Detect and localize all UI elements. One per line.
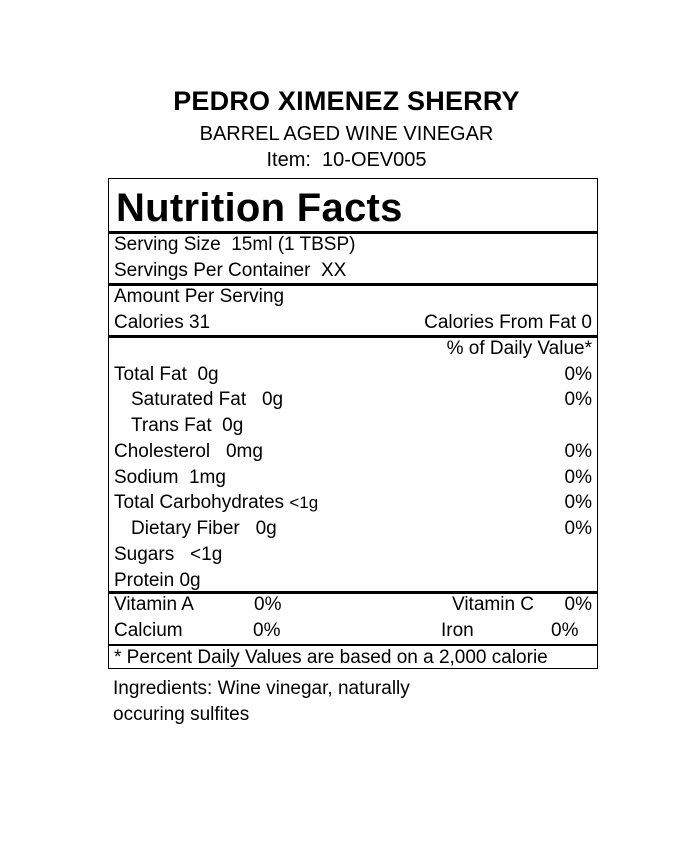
nutrient-dv: 0% xyxy=(564,364,592,385)
nutrient-amount: <1g xyxy=(289,493,319,512)
servings-per-container-row xyxy=(114,259,592,283)
product-subtitle: BARREL AGED WINE VINEGAR xyxy=(199,123,494,145)
nutrition-facts-panel xyxy=(108,178,598,669)
nutrient-amount: 0g xyxy=(179,570,201,591)
item-label: Item: xyxy=(266,149,311,171)
nutrient-dv: 0% xyxy=(564,389,592,410)
calories-from-fat xyxy=(424,311,592,335)
vitamin-c-label: Vitamin C xyxy=(452,594,535,615)
calcium-dv: 0% xyxy=(253,620,281,641)
nutrient-row-saturated-fat xyxy=(114,388,592,412)
serving-size-value: 15ml (1 TBSP) xyxy=(231,234,356,255)
nutrient-row-total-carbohydrates xyxy=(114,491,592,515)
daily-value-footnote: * Percent Daily Values are based on a 2,000 calorie xyxy=(114,647,548,668)
daily-value-header-row xyxy=(114,337,592,361)
item-code: 10-OEV005 xyxy=(322,149,427,171)
calories-from-fat-value: 0 xyxy=(581,312,592,333)
nutrient-row-dietary-fiber xyxy=(114,517,592,541)
servings-value: XX xyxy=(321,260,347,281)
nutrient-label: Dietary Fiber xyxy=(131,518,240,539)
nutrient-row-sugars xyxy=(114,543,592,567)
iron-dv: 0% xyxy=(551,620,579,641)
nutrient-dv: 0% xyxy=(564,492,592,513)
servings-label: Servings Per Container xyxy=(114,260,311,281)
daily-value-header: % of Daily Value* xyxy=(446,338,592,359)
serving-size-row xyxy=(114,233,592,257)
nutrient-amount: 1mg xyxy=(188,467,226,488)
nutrient-label: Sodium xyxy=(114,467,179,488)
nutrient-label: Sugars xyxy=(114,544,175,565)
nutrition-facts-title: Nutrition Facts xyxy=(116,186,403,230)
ingredients-line-1: Ingredients: Wine vinegar, naturally xyxy=(113,678,410,699)
nutrient-amount: 0g xyxy=(261,389,284,410)
vitamin-a-dv: 0% xyxy=(254,594,282,615)
nutrient-amount: <1g xyxy=(190,544,223,565)
vitamin-c-dv: 0% xyxy=(564,594,592,615)
nutrient-row-cholesterol xyxy=(114,440,592,464)
calories-label: Calories xyxy=(114,312,184,333)
nutrient-label: Trans Fat xyxy=(131,415,212,436)
nutrient-label: Protein xyxy=(114,570,175,591)
calcium-label: Calcium xyxy=(114,620,183,641)
amount-per-serving: Amount Per Serving xyxy=(114,286,285,307)
nutrient-row-protein xyxy=(114,569,592,593)
serving-size-label: Serving Size xyxy=(114,234,221,255)
nutrient-amount: 0g xyxy=(255,518,277,539)
nutrient-dv: 0% xyxy=(564,467,592,488)
nutrient-row-sodium xyxy=(114,466,592,490)
calories-value: 31 xyxy=(188,312,211,333)
product-name: PEDRO XIMENEZ SHERRY xyxy=(173,86,520,116)
nutrient-dv: 0% xyxy=(564,518,592,539)
ingredients-line-2: occuring sulfites xyxy=(113,704,250,725)
nutrient-label: Saturated Fat xyxy=(131,389,247,410)
nutrient-label: Total Carbohydrates xyxy=(114,492,285,513)
nutrient-amount: 0g xyxy=(222,415,244,436)
iron-label: Iron xyxy=(441,620,474,641)
calories-from-fat-label: Calories From Fat xyxy=(424,312,577,333)
vitamin-a-label: Vitamin A xyxy=(114,594,194,615)
nutrient-row-trans-fat xyxy=(114,414,592,438)
calories-row xyxy=(114,311,592,335)
ingredients xyxy=(113,676,473,728)
nutrient-row-total-fat xyxy=(114,363,592,387)
vitamin-row-1 xyxy=(114,593,592,617)
nutrient-amount: 0g xyxy=(197,364,219,385)
nutrient-label: Total Fat xyxy=(114,364,187,385)
vitamin-row-2 xyxy=(114,619,592,643)
nutrient-label: Cholesterol xyxy=(114,441,211,462)
item-code-line xyxy=(0,149,693,172)
nutrient-amount: 0mg xyxy=(225,441,263,462)
nutrient-dv: 0% xyxy=(564,441,592,462)
